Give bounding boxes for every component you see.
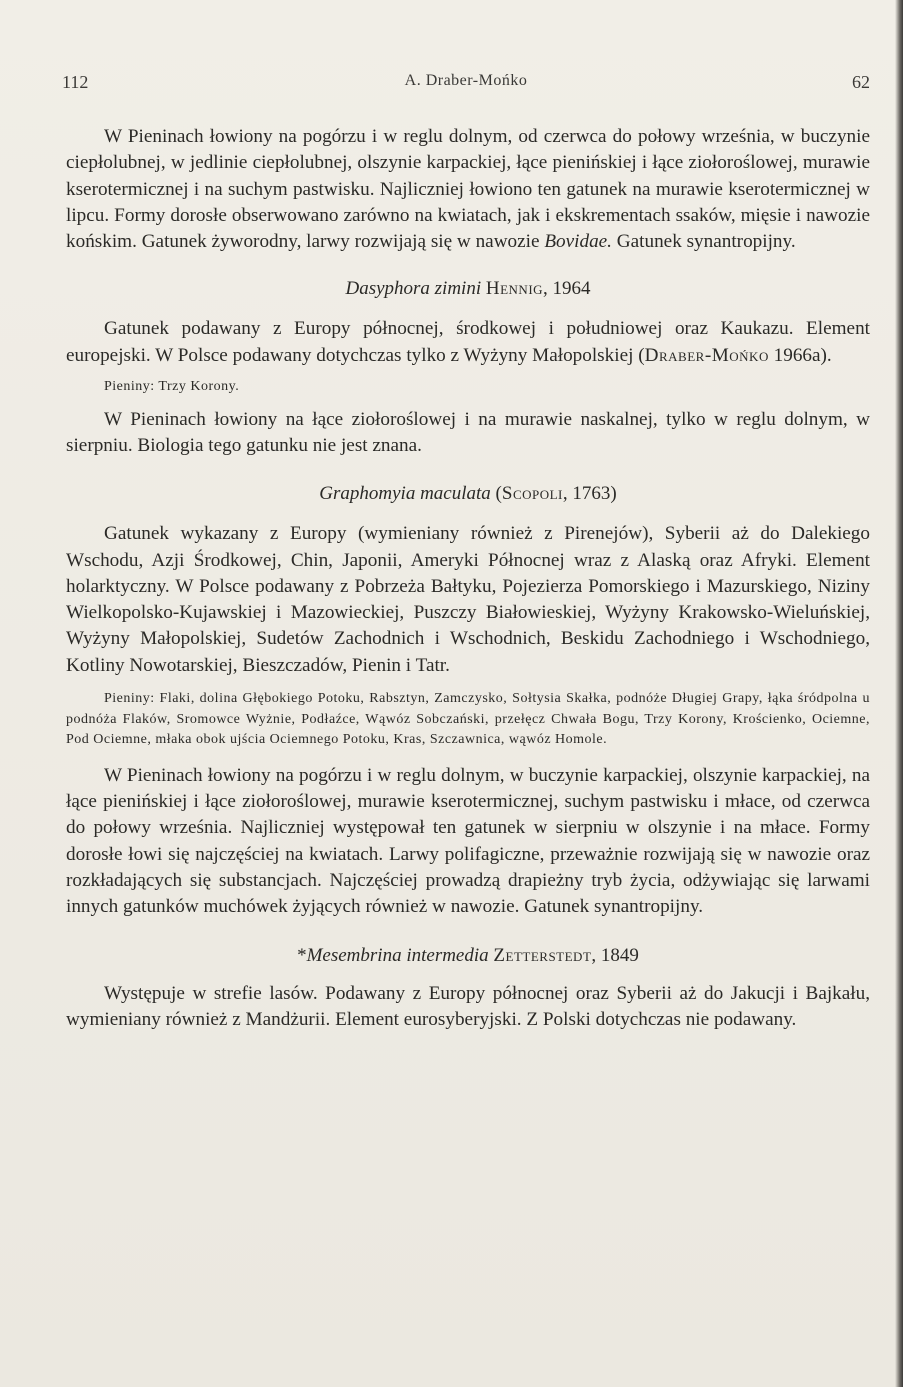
- species-name: Graphomyia maculata: [319, 483, 491, 505]
- paragraph-distribution-mesembrina: Występuje w strefie lasów. Podawany z Europy północnej oraz Syberii aż do Jakucji i Bajkału, wymieniany również z Mandżurii. Element eurosyberyjski. Z Polski dotychczas nie podawany.: [66, 982, 870, 1030]
- locality-list-dasyphora: Pieniny: Trzy Korony.: [104, 379, 240, 395]
- species-name: Dasyphora zimini: [345, 278, 482, 300]
- species-name: Mesembrina intermedia: [306, 944, 489, 966]
- species-year: , 1849: [591, 944, 639, 966]
- running-head-author: A. Draber-Mońko: [404, 72, 528, 89]
- cited-author: Draber-Mońko: [644, 344, 769, 366]
- species-year: , 1964: [543, 278, 591, 300]
- species-year: , 1763): [562, 483, 617, 505]
- species-heading-dasyphora: [66, 276, 870, 302]
- species-heading-graphomyia: Graphomyia maculata (Scopoli, 1763): [319, 483, 617, 505]
- paragraph-pieniny-biology-3: W Pieninach łowiony na pogórzu i w reglu dolnym, w buczynie karpackiej, olszynie karpackiej, na łące pienińskiej i łące ziołoroślowej, murawie kserotermicznej, suchym pastwisku i młace, od czerwca do połowy września. Najliczniej występował ten gatunek w sierpniu w olszynie i na młace. Formy dorosłe łowi się najczęściej na kwiatach. Larwy polifagiczne, przeważnie rozwijają się w nawozie oraz rozkładających się substancjach. Najczęściej prowadzą drapieżny tryb życia, odżywiając się larwami innych gatunków muchówek żyjących również w nawozie. Gatunek synantropijny.: [66, 764, 870, 918]
- page-number-left: 112: [62, 72, 89, 92]
- species-author: Scopoli: [501, 483, 563, 505]
- running-header: [62, 72, 870, 98]
- paragraph-pieniny-biology-2: W Pieninach łowiony na łące ziołoroślowej i na murawie naskalnej, tylko w reglu dolnym, w sierpniu. Biologia tego gatunku nie jest znana.: [66, 408, 870, 456]
- species-prefix: *: [297, 944, 307, 966]
- page-number-right: 62: [852, 72, 870, 92]
- scan-edge-shadow: [895, 0, 903, 1387]
- species-author: Hennig: [485, 278, 544, 300]
- species-author: Zetterstedt: [493, 944, 592, 966]
- paragraph-distribution-dasyphora: Gatunek podawany z Europy północnej, środkowej i południowej oraz Kaukazu. Element europejski. W Polsce podawany dotychczas tylko z Wyżyny Małopolskiej (Draber-Mońko 1966a).: [66, 318, 870, 366]
- page-content: [66, 124, 870, 1033]
- locality-list-graphomyia: Pieniny: Flaki, dolina Głębokiego Potoku, Rabsztyn, Zamczysko, Sołtysia Skałka, podnóże Długiej Grapy, łąka śródpolna u podnóża Flaków, Sromowce Wyżnie, Podłaźce, Wąwóz Sobczański, przełęcz Chwała Bogu, Trzy Korony, Krościenko, Ociemne, Pod Ociemne, młaka obok ujścia Ociemnego Potoku, Kras, Szczawnica, wąwóz Homole.: [66, 691, 870, 748]
- paragraph-distribution-graphomyia: Gatunek wykazany z Europy (wymieniany również z Pirenejów), Syberii aż do Dalekiego Wschodu, Azji Środkowej, Chin, Japonii, Ameryki Północnej wraz z Alaską oraz Afryki. Element holarktyczny. W Polsce podawany z Pobrzeża Bałtyku, Pojezierza Pomorskiego i Mazurskiego, Niziny Wielkopolsko-Kujawskiej i Mazowieckiej, Puszczy Białowieskiej, Wyżyny Krakowsko-Wieluńskiej, Wyżyny Małopolskiej, Sudetów Zachodnich i Wschodnich, Beskidu Zachodniego i Wschodniego, Kotliny Nowotarskiej, Bieszczadów, Pienin i Tatr.: [66, 523, 870, 676]
- species-heading-mesembrina: [66, 943, 870, 969]
- paragraph-pieniny-biology-1: W Pieninach łowiony na pogórzu i w reglu dolnym, od czerwca do połowy września, w buczynie ciepłolubnej, w jedlinie ciepłolubnej, olszynie karpackiej, łące pienińskiej i łące ziołoroślowej, murawie kserotermicznej i na suchym pastwisku. Najliczniej łowiono ten gatunek na murawie kserotermicznej w lipcu. Formy dorosłe obserwowano zarówno na kwiatach, jak i ekskrementach ssaków, mięsie i nawozie końskim. Gatunek żyworodny, larwy rozwijają się w nawozie Bovidae. Gatunek synantropijny.: [66, 126, 870, 253]
